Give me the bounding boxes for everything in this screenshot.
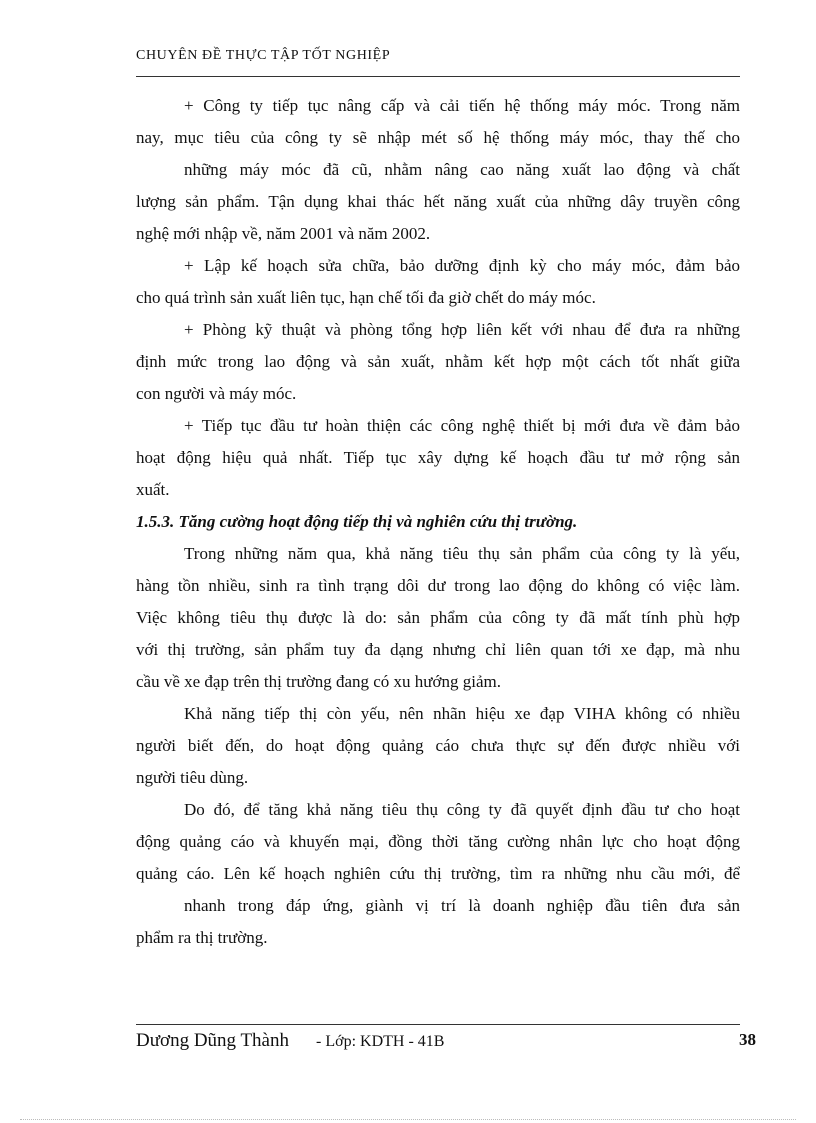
paragraph-line: Khả năng tiếp thị còn yếu, nên nhãn hiệu xe đạp VIHA không có nhiều [184, 704, 740, 723]
paragraph-line: cho quá trình sản xuất liên tục, hạn chế tối đa giờ chết do máy móc. [136, 288, 596, 307]
page-footer [136, 1030, 756, 1060]
page-number: 38 [739, 1030, 756, 1049]
paragraph-line: xuất. [136, 480, 170, 499]
paragraph-line: + Tiếp tục đầu tư hoàn thiện các công nghệ thiết bị mới đưa về đảm bảo [184, 416, 740, 435]
paragraph-line: quảng cáo. Lên kế hoạch nghiên cứu thị trường, tìm ra những nhu cầu mới, để [136, 864, 740, 883]
section-heading: 1.5.3. Tăng cường hoạt động tiếp thị và nghiên cứu thị trường. [136, 512, 578, 531]
paragraph-line: những máy móc đã cũ, nhằm nâng cao năng xuất lao động và chất [184, 160, 740, 179]
paragraph-line: nghệ mới nhập về, năm 2001 và năm 2002. [136, 224, 431, 243]
paragraph-line: hàng tồn nhiều, sinh ra tình trạng dôi dư trong lao động do không có việc làm. [136, 576, 740, 595]
class-info: - Lớp: KDTH - 41B [316, 1033, 445, 1050]
header-divider [136, 76, 740, 77]
footer-divider [136, 1024, 740, 1025]
paragraph-line: Trong những năm qua, khả năng tiêu thụ sản phẩm của công ty là yếu, [184, 544, 740, 563]
paragraph-line: Việc không tiêu thụ được là do: sản phẩm của công ty đã mất tính phù hợp [136, 608, 740, 627]
paragraph-line: phẩm ra thị trường. [136, 928, 268, 947]
paragraph-line: + Phòng kỹ thuật và phòng tổng hợp liên kết với nhau để đưa ra những [184, 320, 740, 339]
paragraph-line: định mức trong lao động và sản xuất, nhằm kết hợp một cách tốt nhất giữa [136, 352, 740, 371]
paragraph-line: Do đó, để tăng khả năng tiêu thụ công ty đã quyết định đầu tư cho hoạt [184, 800, 740, 819]
author-name: Dương Dũng Thành [136, 1030, 289, 1051]
paragraph-line: nhanh trong đáp ứng, giành vị trí là doanh nghiệp đầu tiên đưa sản [184, 896, 740, 915]
paragraph-line: cầu về xe đạp trên thị trường đang có xu hướng giảm. [136, 672, 501, 691]
paragraph-line: người biết đến, do hoạt động quảng cáo chưa thực sự đến được nhiều với [136, 736, 740, 755]
paragraph-line: với thị trường, sản phẩm tuy đa dạng nhưng chỉ liên quan tới xe đạp, mà nhu [136, 640, 740, 659]
paragraph-line: + Công ty tiếp tục nâng cấp và cải tiến hệ thống máy móc. Trong năm [184, 96, 740, 115]
paragraph-line: nay, mục tiêu của công ty sẽ nhập mét số hệ thống máy móc, thay thế cho [136, 128, 740, 147]
body-text [136, 90, 740, 954]
paragraph-line: động quảng cáo và khuyến mại, đồng thời tăng cường nhân lực cho hoạt động [136, 832, 740, 851]
paragraph-line: hoạt động hiệu quả nhất. Tiếp tục xây dựng kế hoạch đầu tư mở rộng sản [136, 448, 740, 467]
paragraph-line: + Lập kế hoạch sửa chữa, bảo dưỡng định kỳ cho máy móc, đảm bảo [184, 256, 740, 275]
running-header: CHUYÊN ĐỀ THỰC TẬP TỐT NGHIỆP [136, 48, 391, 63]
page-bottom-dotted-border [20, 1119, 796, 1120]
paragraph-line: người tiêu dùng. [136, 768, 249, 787]
paragraph-line: con người và máy móc. [136, 384, 297, 403]
paragraph-line: lượng sản phẩm. Tận dụng khai thác hết năng xuất của những dây truyền công [136, 192, 740, 211]
